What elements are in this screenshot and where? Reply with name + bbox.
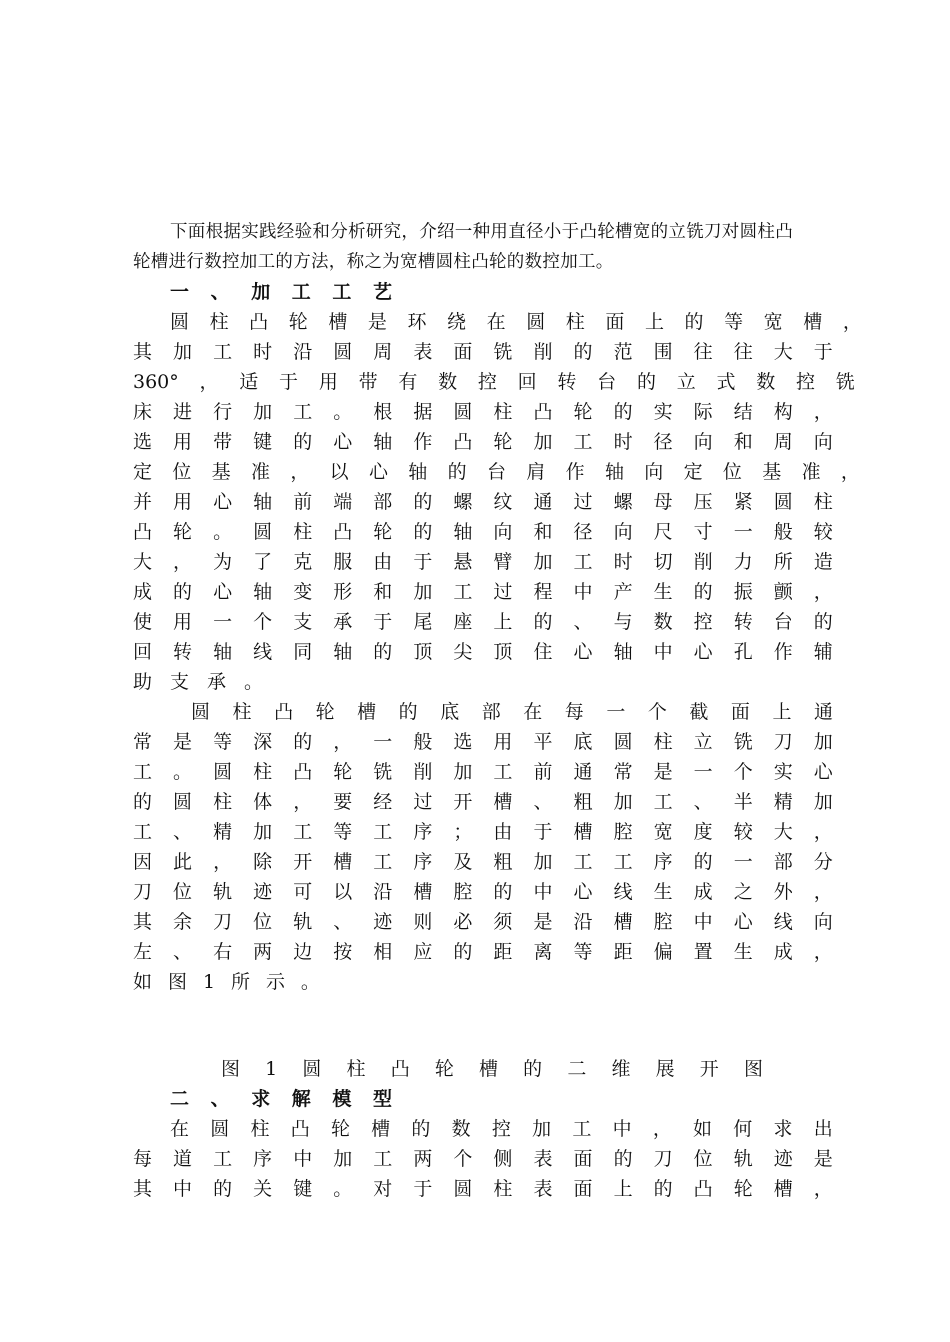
para1-line-13: 助 支 承 。 (133, 671, 263, 693)
para1-line-12: 回 转 轴 线 同 轴 的 顶 尖 顶 住 心 轴 中 心 孔 作 辅 (133, 641, 833, 663)
para2-line-9: 左 、 右 两 边 按 相 应 的 距 离 等 距 偏 置 生 成 ， (133, 941, 833, 963)
para2-line-10: 如 图 1 所 示 。 (133, 971, 320, 993)
para1-line-7: 并 用 心 轴 前 端 部 的 螺 纹 通 过 螺 母 压 紧 圆 柱 (133, 491, 833, 513)
para2-line-2: 常 是 等 深 的 ， 一 般 选 用 平 底 圆 柱 立 铣 刀 加 (133, 731, 833, 753)
para1-line-1: 圆 柱 凸 轮 槽 是 环 绕 在 圆 柱 面 上 的 等 宽 槽 ， (170, 311, 862, 333)
para1-line-8: 凸 轮 。 圆 柱 凸 轮 的 轴 向 和 径 向 尺 寸 一 般 较 (133, 521, 833, 543)
para1-line-10: 成 的 心 轴 变 形 和 加 工 过 程 中 产 生 的 振 颤 ， (133, 581, 833, 603)
para2-line-6: 因 此 ， 除 开 槽 工 序 及 粗 加 工 工 序 的 一 部 分 (133, 851, 833, 873)
para1-line-5: 选 用 带 键 的 心 轴 作 凸 轮 加 工 时 径 向 和 周 向 (133, 431, 833, 453)
para2-line-5: 工 、 精 加 工 等 工 序 ； 由 于 槽 腔 宽 度 较 大 ， (133, 821, 833, 843)
intro-line-1: 下面根据实践经验和分析研究，介绍一种用直径小于凸轮槽宽的立铣刀对圆柱凸 (170, 222, 793, 242)
para3-line-1: 在 圆 柱 凸 轮 槽 的 数 控 加 工 中 ， 如 何 求 出 (170, 1118, 833, 1140)
section-heading-model: 二 、 求 解 模 型 (170, 1088, 392, 1110)
para2-line-7: 刀 位 轨 迹 可 以 沿 槽 腔 的 中 心 线 生 成 之 外 ， (133, 881, 833, 903)
para2-line-4: 的 圆 柱 体 ， 要 经 过 开 槽 、 粗 加 工 、 半 精 加 (133, 791, 833, 813)
para3-line-2: 每 道 工 序 中 加 工 两 个 侧 表 面 的 刀 位 轨 迹 是 (133, 1148, 833, 1170)
para3-line-3: 其 中 的 关 键 。 对 于 圆 柱 表 面 上 的 凸 轮 槽 ， (133, 1178, 833, 1200)
para1-line-3: 360° ， 适 于 用 带 有 数 控 回 转 台 的 立 式 数 控 铣 (133, 371, 855, 393)
para1-line-6: 定 位 基 准 ， 以 心 轴 的 台 肩 作 轴 向 定 位 基 准 ， (133, 461, 860, 483)
para2-line-3: 工 。 圆 柱 凸 轮 铣 削 加 工 前 通 常 是 一 个 实 心 (133, 761, 833, 783)
para1-line-2: 其 加 工 时 沿 圆 周 表 面 铣 削 的 范 围 往 往 大 于 (133, 341, 833, 363)
para1-line-9: 大 ， 为 了 克 服 由 于 悬 臂 加 工 时 切 削 力 所 造 (133, 551, 833, 573)
intro-line-2: 轮槽进行数控加工的方法，称之为宽槽圆柱凸轮的数控加工。 (133, 252, 614, 272)
para1-line-4: 床 进 行 加 工 。 根 据 圆 柱 凸 轮 的 实 际 结 构 ， (133, 401, 833, 423)
para2-line-1: 圆 柱 凸 轮 槽 的 底 部 在 每 一 个 截 面 上 通 (191, 701, 833, 723)
figure-caption: 图 1 圆 柱 凸 轮 槽 的 二 维 展 开 图 (221, 1058, 763, 1080)
section-heading-processing: 一 、 加 工 工 艺 (170, 281, 392, 303)
para2-line-8: 其 余 刀 位 轨 、 迹 则 必 须 是 沿 槽 腔 中 心 线 向 (133, 911, 833, 933)
para1-line-11: 使 用 一 个 支 承 于 尾 座 上 的 、 与 数 控 转 台 的 (133, 611, 833, 633)
